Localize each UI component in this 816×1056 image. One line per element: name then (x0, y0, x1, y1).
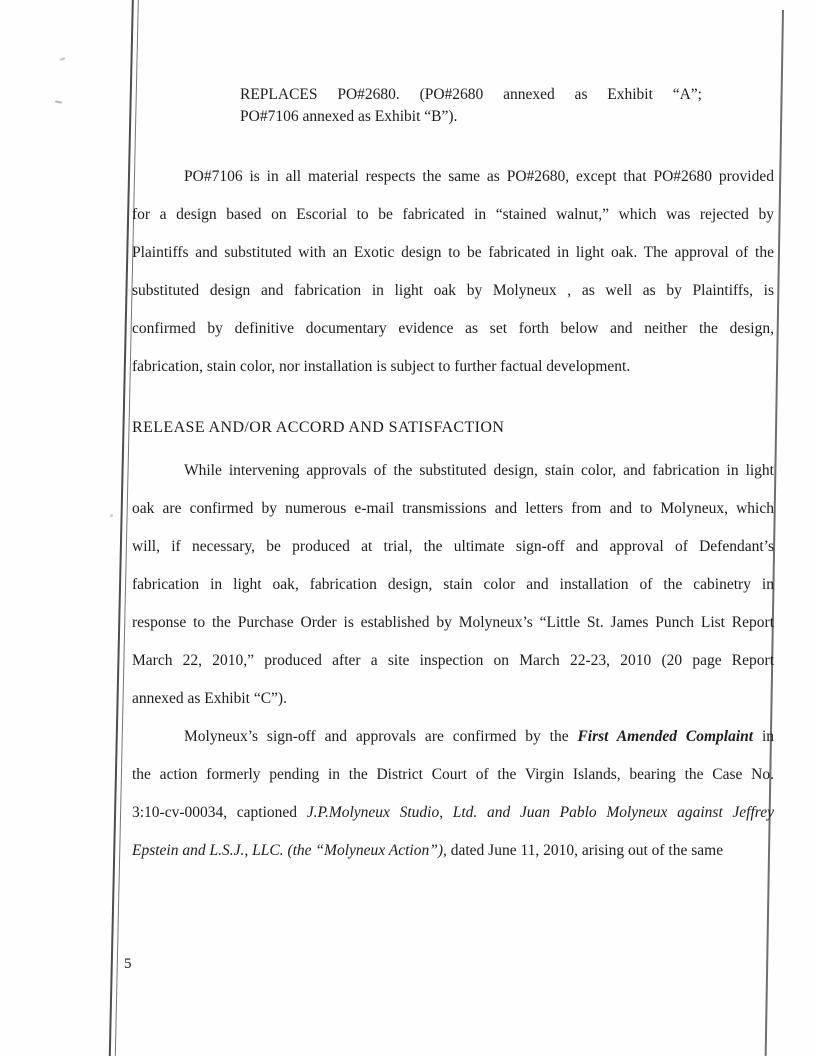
text-line: While intervening approvals of the substituted design, stain color, and fabrication in light (184, 462, 774, 479)
text-segment: in (753, 728, 774, 745)
scan-speck (55, 100, 62, 103)
text-line: March 22, 2010,” produced after a site inspection on March 22-23, 2010 (20 page Report (132, 652, 774, 669)
text-line: oak are confirmed by numerous e-mail transmissions and letters from and to Molyneux, which (132, 500, 774, 517)
text-line: Plaintiffs and substituted with an Exotic design to be fabricated in light oak. The approval of the (132, 244, 774, 261)
text-line: will, if necessary, be produced at trial, the ultimate sign-off and approval of Defendant’s (132, 538, 774, 555)
scan-speck (110, 514, 113, 517)
paragraph-release-accord (132, 452, 774, 718)
paragraph-molyneux-signoff (132, 718, 774, 870)
page-number: 5 (124, 956, 132, 972)
quote-line: PO#7106 annexed as Exhibit “B”). (240, 108, 458, 125)
text-line: annexed as Exhibit “C”). (132, 690, 287, 707)
case-caption-italic: J.P.Molyneux Studio, Ltd. and Juan Pablo Molyneux against Jeffrey (306, 804, 774, 821)
text-line: fabrication, stain color, nor installation is subject to further factual development. (132, 358, 631, 375)
text-line (132, 718, 774, 756)
text-line (132, 832, 774, 870)
scan-speck (60, 57, 65, 61)
text-line: substituted design and fabrication in light oak by Molyneux , as well as by Plaintiffs, is (132, 282, 774, 299)
text-line: response to the Purchase Order is established by Molyneux’s “Little St. James Punch List Report (132, 614, 774, 631)
paragraph-po7106 (132, 158, 774, 386)
text-line: fabrication in light oak, fabrication design, stain color and installation of the cabinetry in (132, 576, 774, 593)
text-segment: Molyneux’s sign-off and approvals are confirmed by the (184, 728, 578, 745)
text-line: confirmed by definitive documentary evidence as set forth below and neither the design, (132, 320, 774, 337)
text-line: PO#7106 is in all material respects the same as PO#2680, except that PO#2680 provided (184, 168, 774, 185)
text-segment: 3:10-cv-00034, captioned (132, 804, 307, 821)
text-line (132, 756, 774, 794)
block-quote (240, 84, 702, 128)
page-content (132, 84, 774, 870)
text-line (132, 794, 774, 832)
case-title-bold-italic: First Amended Complaint (577, 728, 754, 745)
text-segment: dated June 11, 2010, arising out of the same (446, 842, 724, 859)
section-heading: RELEASE AND/OR ACCORD AND SATISFACTION (132, 419, 505, 436)
quote-line: REPLACES PO#2680. (PO#2680 annexed as Exhibit “A”; (240, 86, 702, 103)
text-segment: the action formerly pending in the District Court of the Virgin Islands, bearing the Case No. (132, 766, 774, 783)
text-line: for a design based on Escorial to be fabricated in “stained walnut,” which was rejected by (132, 206, 774, 223)
case-caption-italic: Epstein and L.S.J., LLC. (the “Molyneux Action”), (132, 842, 447, 859)
